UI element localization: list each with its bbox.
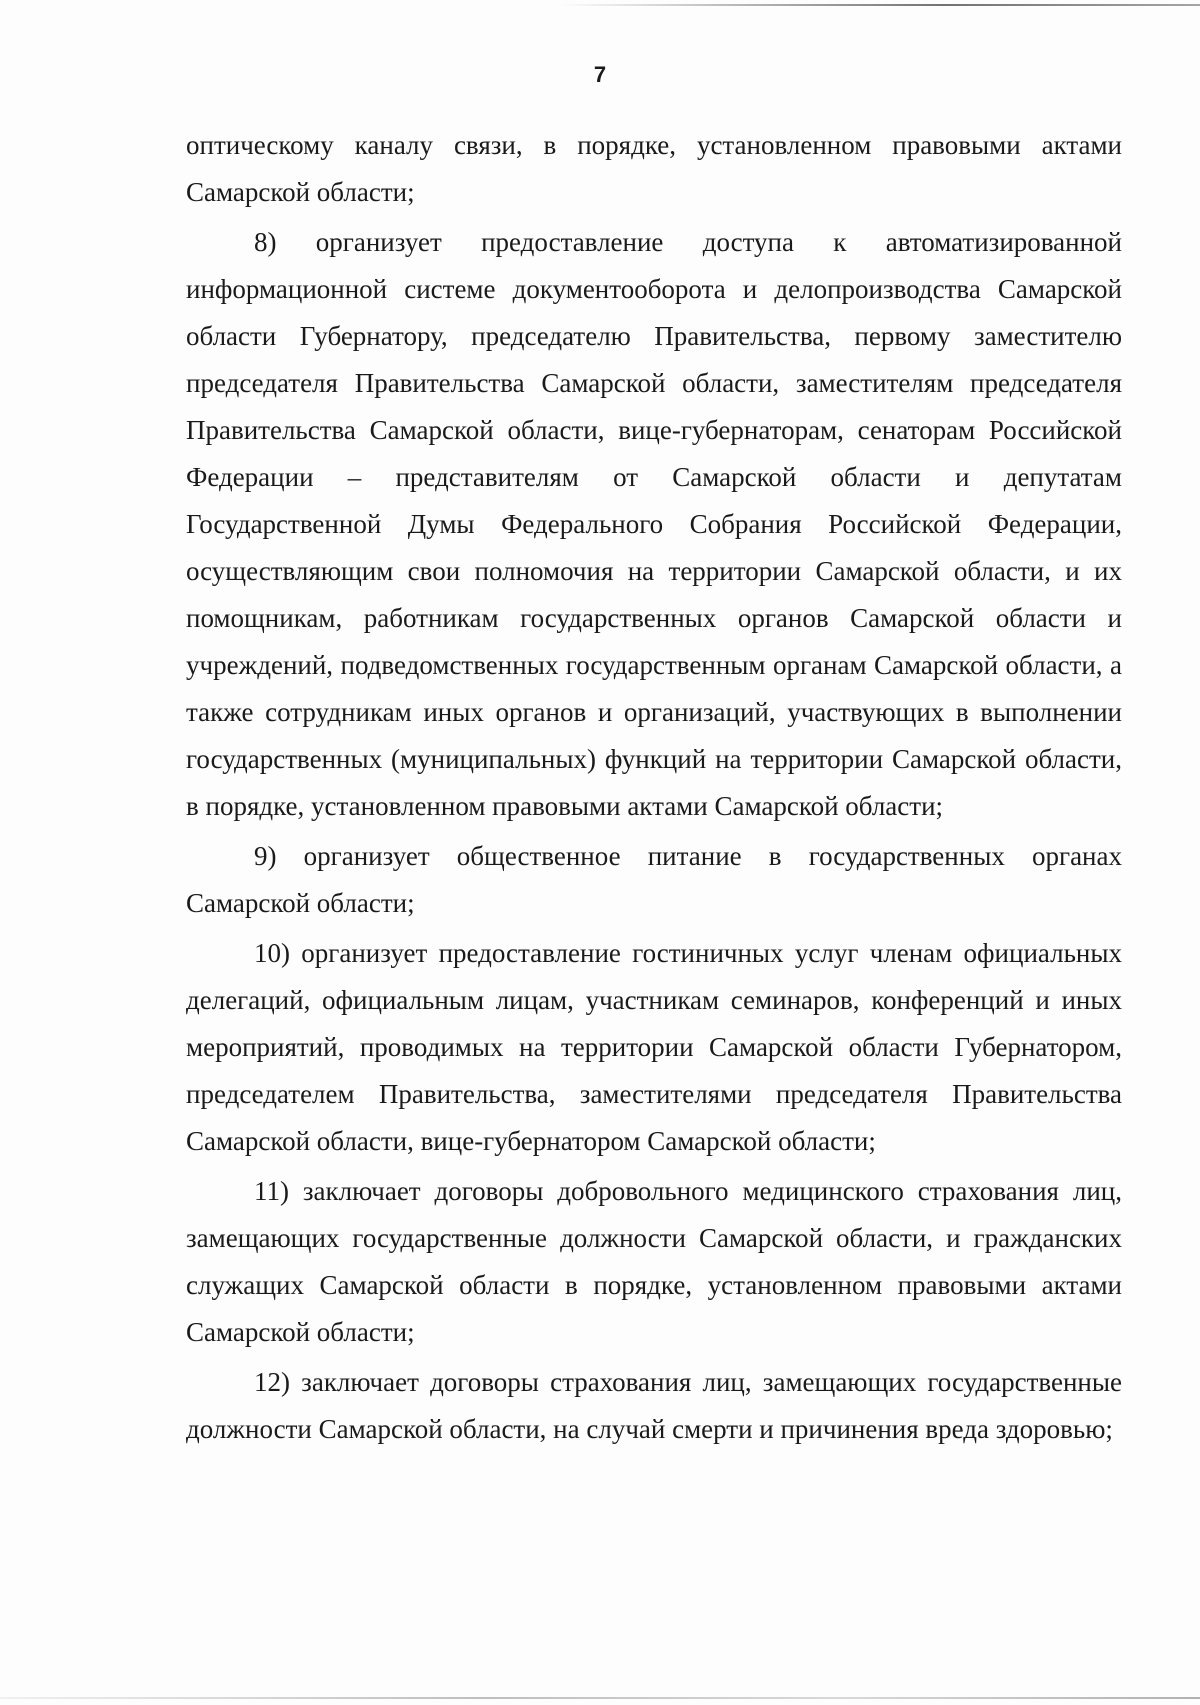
scan-edge-bottom — [0, 1697, 1200, 1699]
document-body — [186, 122, 1122, 1453]
page-number: 7 — [593, 62, 607, 87]
paragraph-item-10: 10) организует предоставление гостиничных услуг членам официальных делегаций, официальным лицам, участникам семинаров, конференций и иных мероприятий, проводимых на территории Самарской области Губернатором, председателем Правительства, заместителями председателя Правительства Самарской области, вице-губернатором Самарской области; — [186, 938, 1122, 1156]
paragraph-item-11: 11) заключает договоры добровольного медицинского страхования лиц, замещающих государственные должности Самарской области, и гражданских служащих Самарской области в порядке, установленном правовыми актами Самарской области; — [186, 1176, 1122, 1347]
paragraph-continuation: оптическому каналу связи, в порядке, установленном правовыми актами Самарской области; — [186, 130, 1122, 207]
scan-edge-top — [560, 4, 1200, 6]
paragraph-item-8: 8) организует предоставление доступа к автоматизированной информационной системе документооборота и делопроизводства Самарской области Губернатору, председателю Правительства, первому заместителю председателя Правительства Самарской области, заместителям председателя Правительства Самарской области, вице-губернаторам, сенаторам Российской Федерации – представителям от Самарской области и депутатам Государственной Думы Федерального Собрания Российской Федерации, осуществляющим свои полномочия на территории Самарской области, и их помощникам, работникам государственных органов Самарской области и учреждений, подведомственных государственным органам Самарской области, а также сотрудникам иных органов и организаций, участвующих в выполнении государственных (муниципальных) функций на территории Самарской области, в порядке, установленном правовыми актами Самарской области; — [186, 227, 1122, 821]
paragraph-item-9: 9) организует общественное питание в государственных органах Самарской области; — [186, 841, 1122, 918]
paragraph-item-12: 12) заключает договоры страхования лиц, замещающих государственные должности Самарской области, на случай смерти и причинения вреда здоровью; — [186, 1367, 1122, 1444]
